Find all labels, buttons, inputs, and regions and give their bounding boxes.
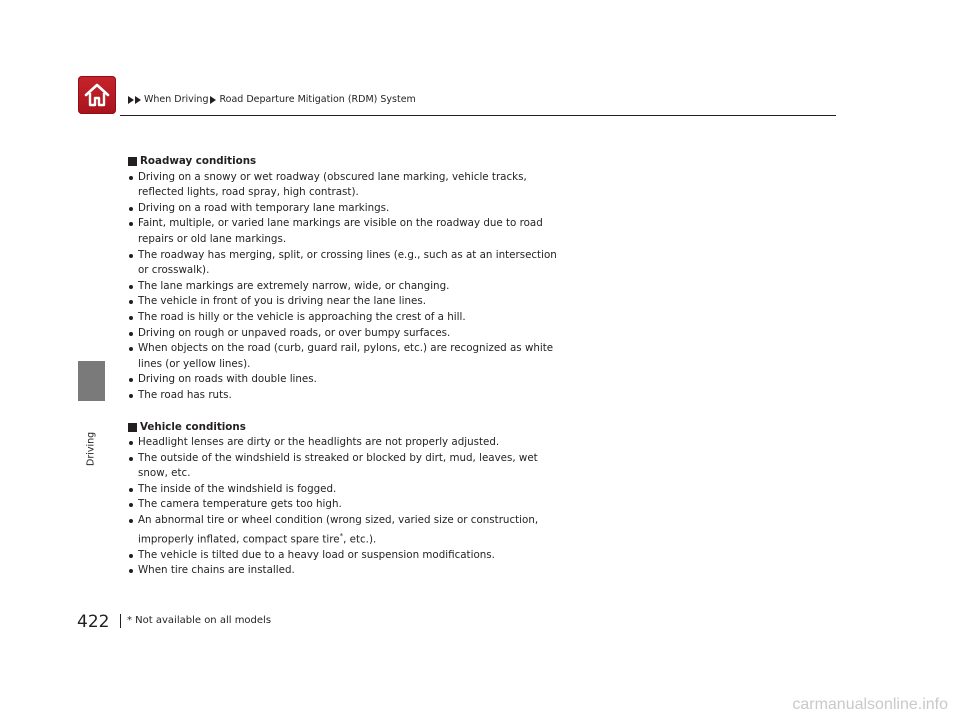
list-item: Driving on roads with double lines. (128, 372, 578, 388)
breadcrumb-arrow-icon (128, 96, 142, 104)
list-item: The vehicle is tilted due to a heavy load or suspension modifications. (128, 548, 578, 564)
footnote-marker[interactable]: * (339, 531, 344, 540)
section-heading-vehicle: Vehicle conditions (128, 420, 578, 436)
list-item: Faint, multiple, or varied lane markings are visible on the roadway due to road repairs or old lane markings. (128, 216, 578, 247)
breadcrumb-current-page: Road Departure Mitigation (RDM) System (219, 94, 416, 105)
list-item: When objects on the road (curb, guard rail, pylons, etc.) are recognized as white lines (or yellow lines). (128, 341, 578, 372)
list-item: The road is hilly or the vehicle is approaching the crest of a hill. (128, 310, 578, 326)
list-item: The lane markings are extremely narrow, wide, or changing. (128, 279, 578, 295)
header-divider (120, 115, 836, 116)
breadcrumb (128, 94, 416, 105)
list-item: The vehicle in front of you is driving near the lane lines. (128, 294, 578, 310)
breadcrumb-arrow-icon (210, 96, 217, 104)
section-square-icon (128, 423, 137, 432)
list-item: The road has ruts. (128, 388, 578, 404)
list-item: The outside of the windshield is streaked or blocked by dirt, mud, leaves, wet snow, etc. (128, 451, 578, 482)
list-item: An abnormal tire or wheel condition (wrong sized, varied size or construction, improperly inflated, compact spare tire*, etc.). (128, 513, 578, 548)
chapter-tab[interactable] (78, 361, 105, 401)
section-heading-roadway: Roadway conditions (128, 154, 578, 170)
list-item: The inside of the windshield is fogged. (128, 482, 578, 498)
list-item: When tire chains are installed. (128, 563, 578, 579)
list-item: Driving on a snowy or wet roadway (obscured lane marking, vehicle tracks, reflected lights, road spray, high contrast). (128, 170, 578, 201)
footnote: * Not available on all models (120, 614, 271, 628)
home-icon (83, 82, 111, 108)
page-number: 422 (77, 612, 110, 632)
section-square-icon (128, 157, 137, 166)
list-item: The camera temperature gets too high. (128, 497, 578, 513)
breadcrumb-link-when-driving[interactable]: When Driving (144, 94, 209, 105)
list-item: Driving on a road with temporary lane markings. (128, 201, 578, 217)
chapter-tab-label: Driving (85, 431, 97, 466)
list-item: Headlight lenses are dirty or the headlights are not properly adjusted. (128, 435, 578, 451)
watermark: carmanualsonline.info (792, 696, 948, 713)
list-item: Driving on rough or unpaved roads, or over bumpy surfaces. (128, 326, 578, 342)
list-item: The roadway has merging, split, or crossing lines (e.g., such as at an intersection or crosswalk). (128, 248, 578, 279)
main-content (128, 154, 578, 579)
home-button[interactable] (78, 76, 116, 114)
